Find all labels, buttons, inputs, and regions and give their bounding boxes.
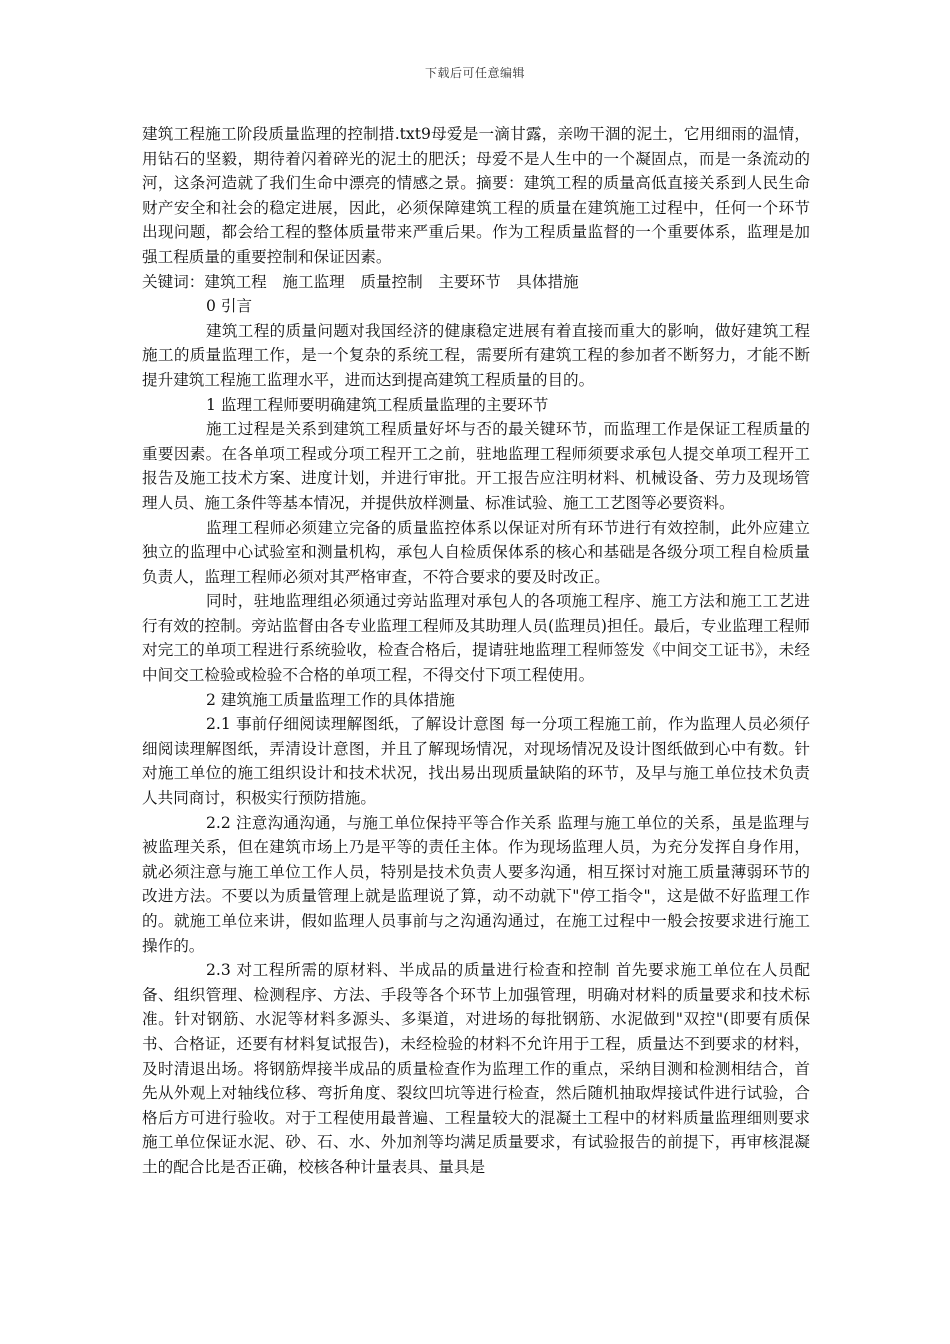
keywords-line: 关键词：建筑工程 施工监理 质量控制 主要环节 具体措施 <box>142 272 579 291</box>
section-heading-2: 2 建筑施工质量监理工作的具体措施 <box>206 690 455 709</box>
paragraph-1b: 监理工程师必须建立完备的质量监控体系以保证对所有环节进行有效控制，此外应建立独立的监理中心试验室和测量机构，承包人自检质保体系的核心和基础是各级分项工程自检质量负责人，监理工程师必须对其严格审查，不符合要求的要及时改正。 <box>142 518 810 586</box>
paragraph-1c: 同时，驻地监理组必须通过旁站监理对承包人的各项施工程序、施工方法和施工工艺进行有效的控制。旁站监督由各专业监理工程师及其助理人员(监理员)担任。最后，专业监理工程师对完工的单项工程进行系统验收，检查合格后，提请驻地监理工程师签发《中间交工证书》，未经中间交工检验或检验不合格的单项工程，不得交付下项工程使用。 <box>142 592 810 685</box>
section-heading-1: 1 监理工程师要明确建筑工程质量监理的主要环节 <box>206 395 549 414</box>
section-heading-0: 0 引言 <box>206 297 253 316</box>
intro-paragraph: 建筑工程施工阶段质量监理的控制措.txt9母爱是一滴甘露，亲吻干涸的泥土，它用细雨的温情，用钻石的坚毅，期待着闪着碎光的泥土的肥沃；母爱不是人生中的一个凝固点，而是一条流动的河，这条河造就了我们生命中漂亮的情感之景。摘要：建筑工程的质量高低直接关系到人民生命财产安全和社会的稳定进展，因此，必须保障建筑工程的质量在建筑施工过程中，任何一个环节出现问题，都会给工程的整体质量带来严重后果。作为工程质量监督的一个重要体系，监理是加强工程质量的重要控制和保证因素。 <box>142 125 810 266</box>
paragraph-2-2: 2.2 注意沟通沟通，与施工单位保持平等合作关系 监理与施工单位的关系，虽是监理与被监理关系，但在建筑市场上乃是平等的责任主体。作为现场监理人员，为充分发挥自身作用，就必须注意与施工单位工作人员，特别是技术负责人要多沟通，相互探讨对施工质量薄弱环节的改进方法。不要以为质量管理上就是监理说了算，动不动就下"停工指令"，这是做不好监理工作的。就施工单位来讲，假如监理人员事前与之沟通沟通过，在施工过程中一般会按要求进行施工操作的。 <box>142 813 810 955</box>
paragraph-2-1: 2.1 事前仔细阅读理解图纸，了解设计意图 每一分项工程施工前，作为监理人员必须仔细阅读理解图纸，弄清设计意图，并且了解现场情况，对现场情况及设计图纸做到心中有数。针对施工单位的施工组织设计和技术状况，找出易出现质量缺陷的环节，及早与施工单位技术负责人共同商讨，积极实行预防措施。 <box>142 715 810 808</box>
paragraph-1a: 施工过程是关系到建筑工程质量好坏与否的最关键环节，而监理工作是保证工程质量的重要因素。在各单项工程或分项工程开工之前，驻地监理工程师须要求承包人提交单项工程开工报告及施工技术方案、进度计划，并进行审批。开工报告应注明材料、机械设备、劳力及现场管理人员、施工条件等基本情况，并提供放样测量、标准试验、施工工艺图等必要资料。 <box>142 420 810 512</box>
page-header: 下载后可任意编辑 <box>424 66 525 80</box>
paragraph-introduction: 建筑工程的质量问题对我国经济的健康稳定进展有着直接而重大的影响，做好建筑工程施工的质量监理工作，是一个复杂的系统工程，需要所有建筑工程的参加者不断努力，才能不断提升建筑工程施工监理水平，进而达到提高建筑工程质量的目的。 <box>142 321 810 389</box>
document-body <box>142 122 810 1180</box>
paragraph-2-3: 2.3 对工程所需的原材料、半成品的质量进行检查和控制 首先要求施工单位在人员配备、组织管理、检测程序、方法、手段等各个环节上加强管理，明确对材料的质量要求和技术标准。针对钢筋、水泥等材料多源头、多渠道，对进场的每批钢筋、水泥做到"双控"(即要有质保书、合格证，还要有材料复试报告)，未经检验的材料不允许用于工程，质量达不到要求的材料，及时清退出场。将钢筋焊接半成品的质量检查作为监理工作的重点，采纳目测和检测相结合，首先从外观上对轴线位移、弯折角度、裂纹凹坑等进行检查，然后随机抽取焊接试件进行试验，合格后方可进行验收。对于工程使用最普遍、工程量较大的混凝土工程中的材料质量监理细则要求施工单位保证水泥、砂、石、水、外加剂等均满足质量要求，有试验报告的前提下，再审核混凝土的配合比是否正确，校核各种计量表具、量具是 <box>142 961 810 1176</box>
